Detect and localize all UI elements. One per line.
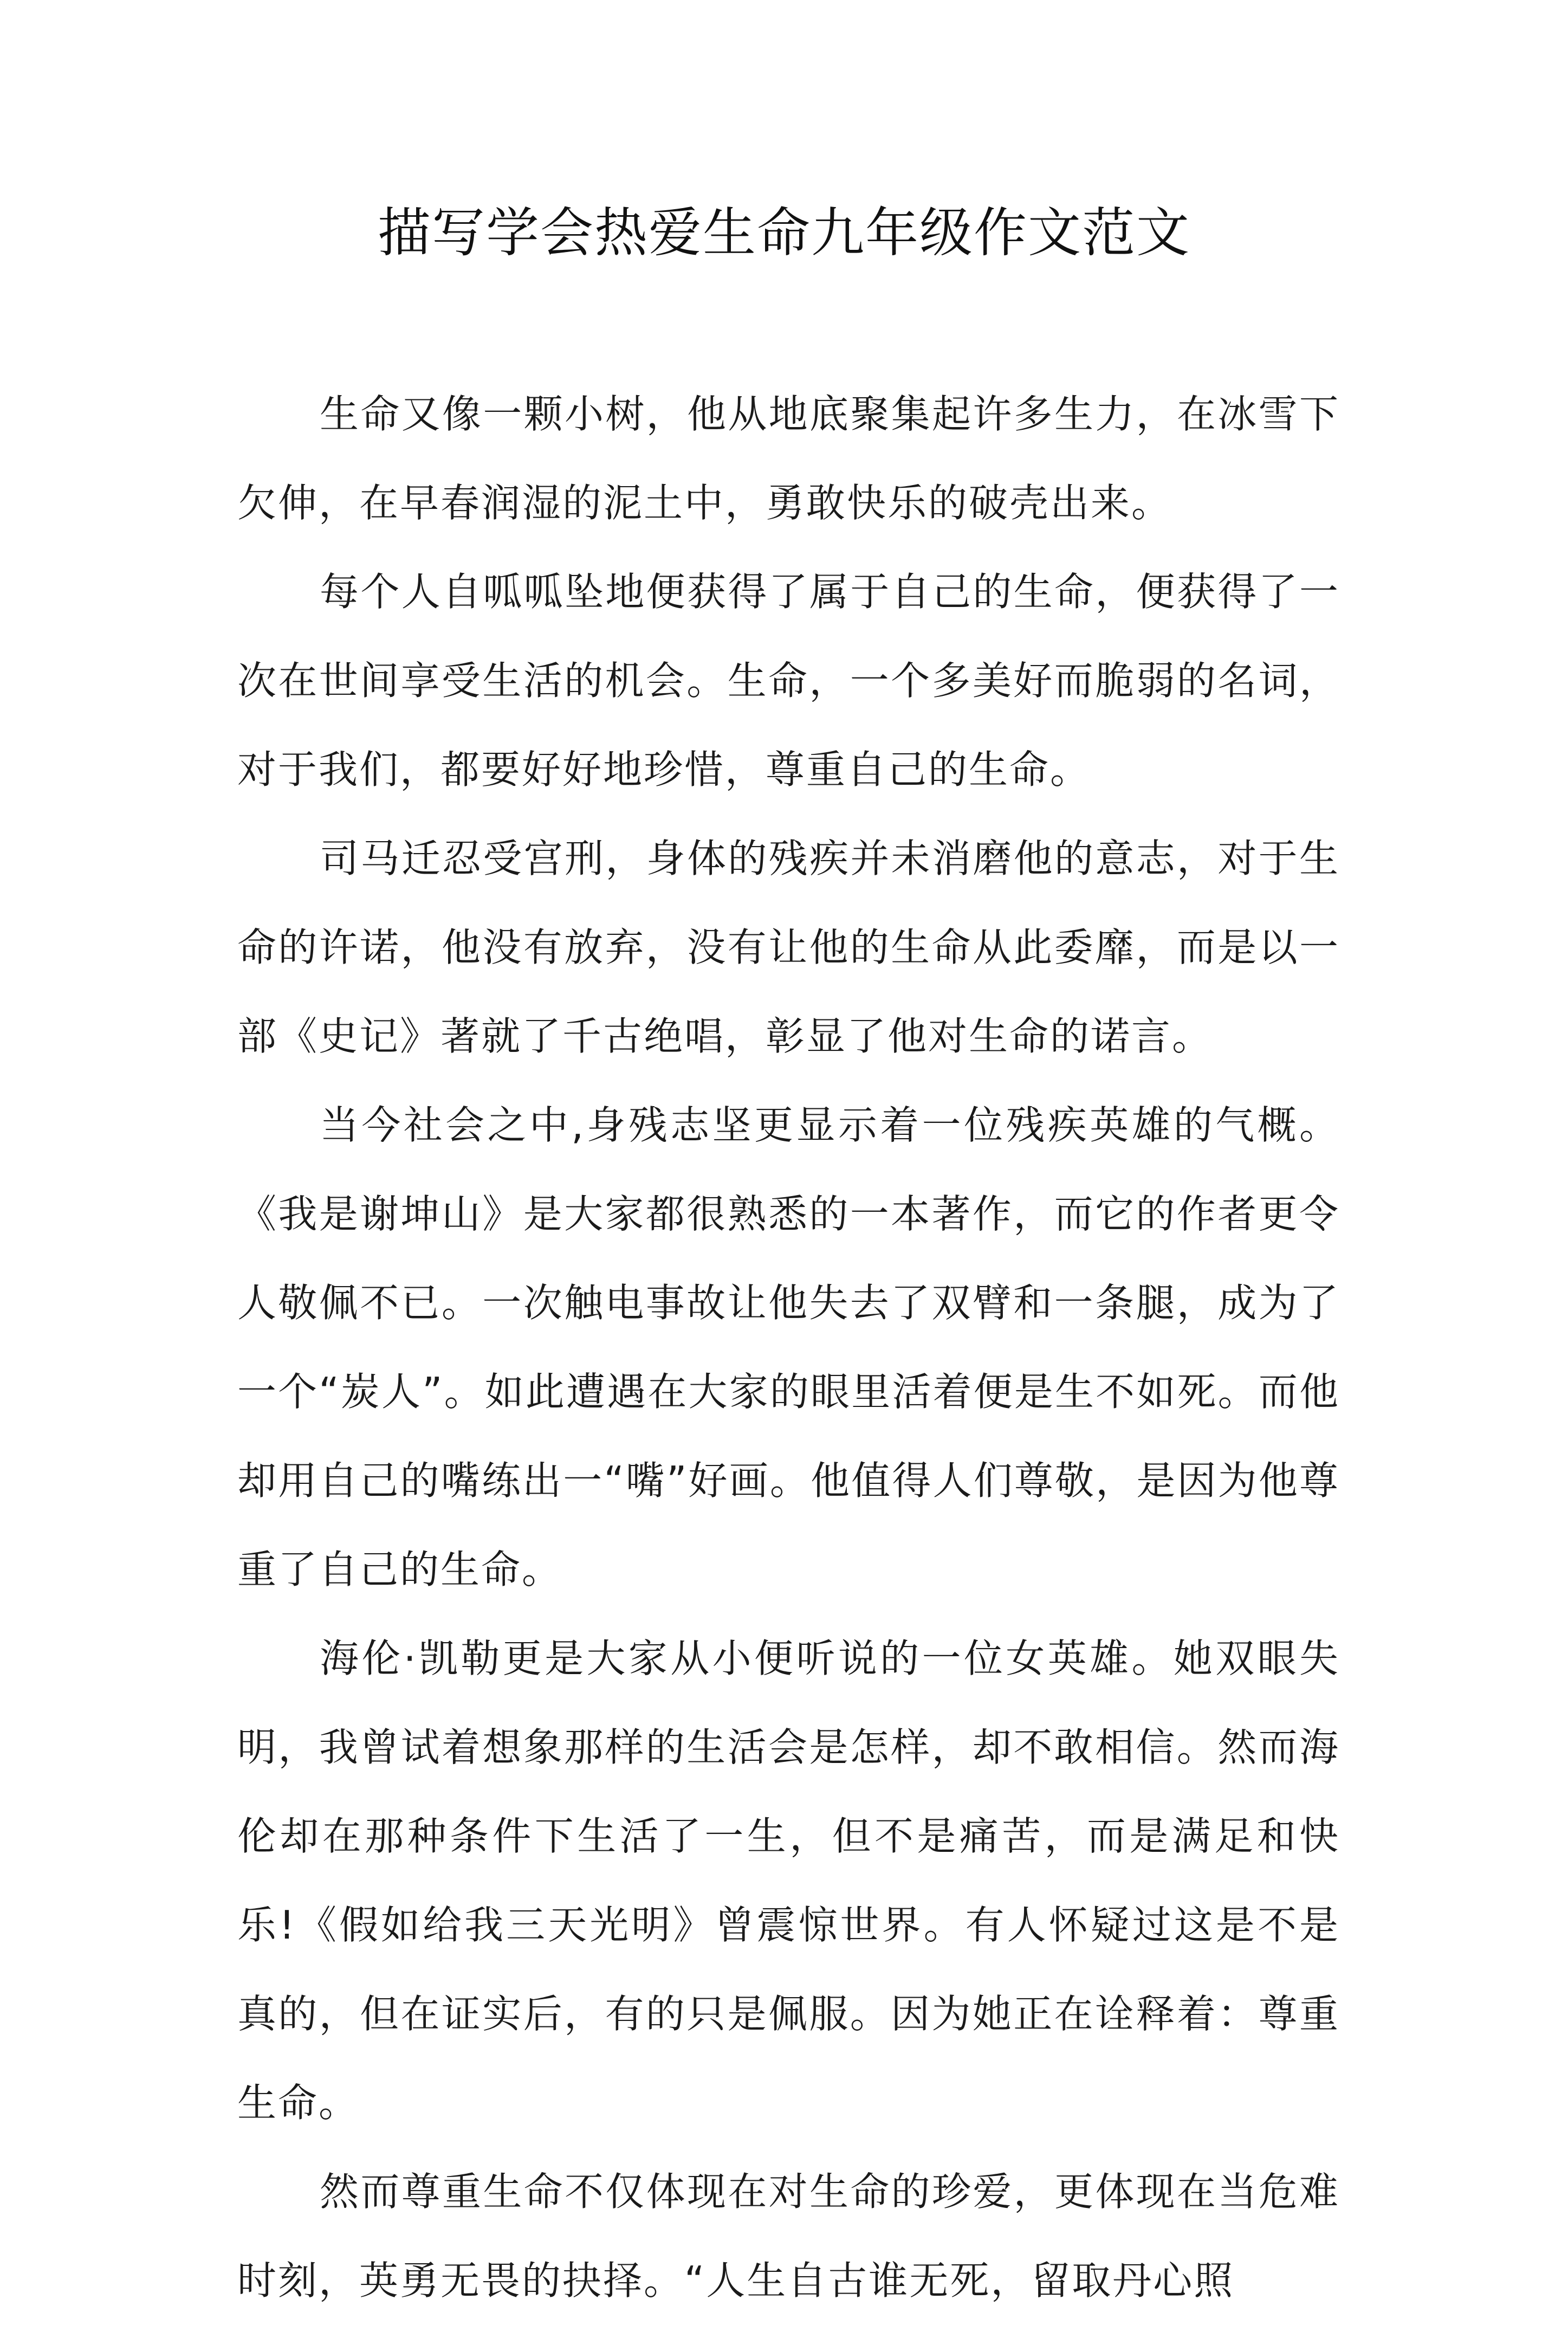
paragraph-6: 然而尊重生命不仅体现在对生命的珍爱，更体现在当危难时刻，英勇无畏的抉择。“人生自古谁无死，留取丹心照: [237, 2169, 1340, 2303]
paragraph-1: 生命又像一颗小树，他从地底聚集起许多生力，在冰雪下欠伸，在早春润湿的泥土中，勇敢快乐的破壳出来。: [237, 391, 1340, 526]
paragraph-4: 当今社会之中,身残志坚更显示着一位残疾英雄的气概。《我是谢坤山》是大家都很熟悉的一本著作，而它的作者更令人敬佩不已。一次触电事故让他失去了双臂和一条腿，成为了一个“炭人”。如此遭遇在大家的眼里活着便是生不如死。而他却用自己的嘴练出一“嘴”好画。他值得人们尊敬，是因为他尊重了自己的生命。: [237, 1102, 1340, 1592]
paragraph-3: 司马迁忍受宫刑，身体的残疾并未消磨他的意志，对于生命的许诺，他没有放弃，没有让他的生命从此委靡，而是以一部《史记》著就了千古绝唱，彰显了他对生命的诺言。: [237, 836, 1340, 1059]
document-title: 描写学会热爱生命九年级作文范文: [377, 202, 1190, 264]
paragraph-5: 海伦·凯勒更是大家从小便听说的一位女英雄。她双眼失明，我曾试着想象那样的生活会是怎样，却不敢相信。然而海伦却在那种条件下生活了一生，但不是痛苦，而是满足和快乐!《假如给我三天光明》曾震惊世界。有人怀疑过这是不是真的，但在证实后，有的只是佩服。因为她正在诠释着：尊重生命。: [237, 1636, 1340, 2126]
document-body: [237, 370, 1340, 2325]
paragraph-2: 每个人自呱呱坠地便获得了属于自己的生命，便获得了一次在世间享受生活的机会。生命，一个多美好而脆弱的名词，对于我们，都要好好地珍惜，尊重自己的生命。: [237, 569, 1340, 792]
